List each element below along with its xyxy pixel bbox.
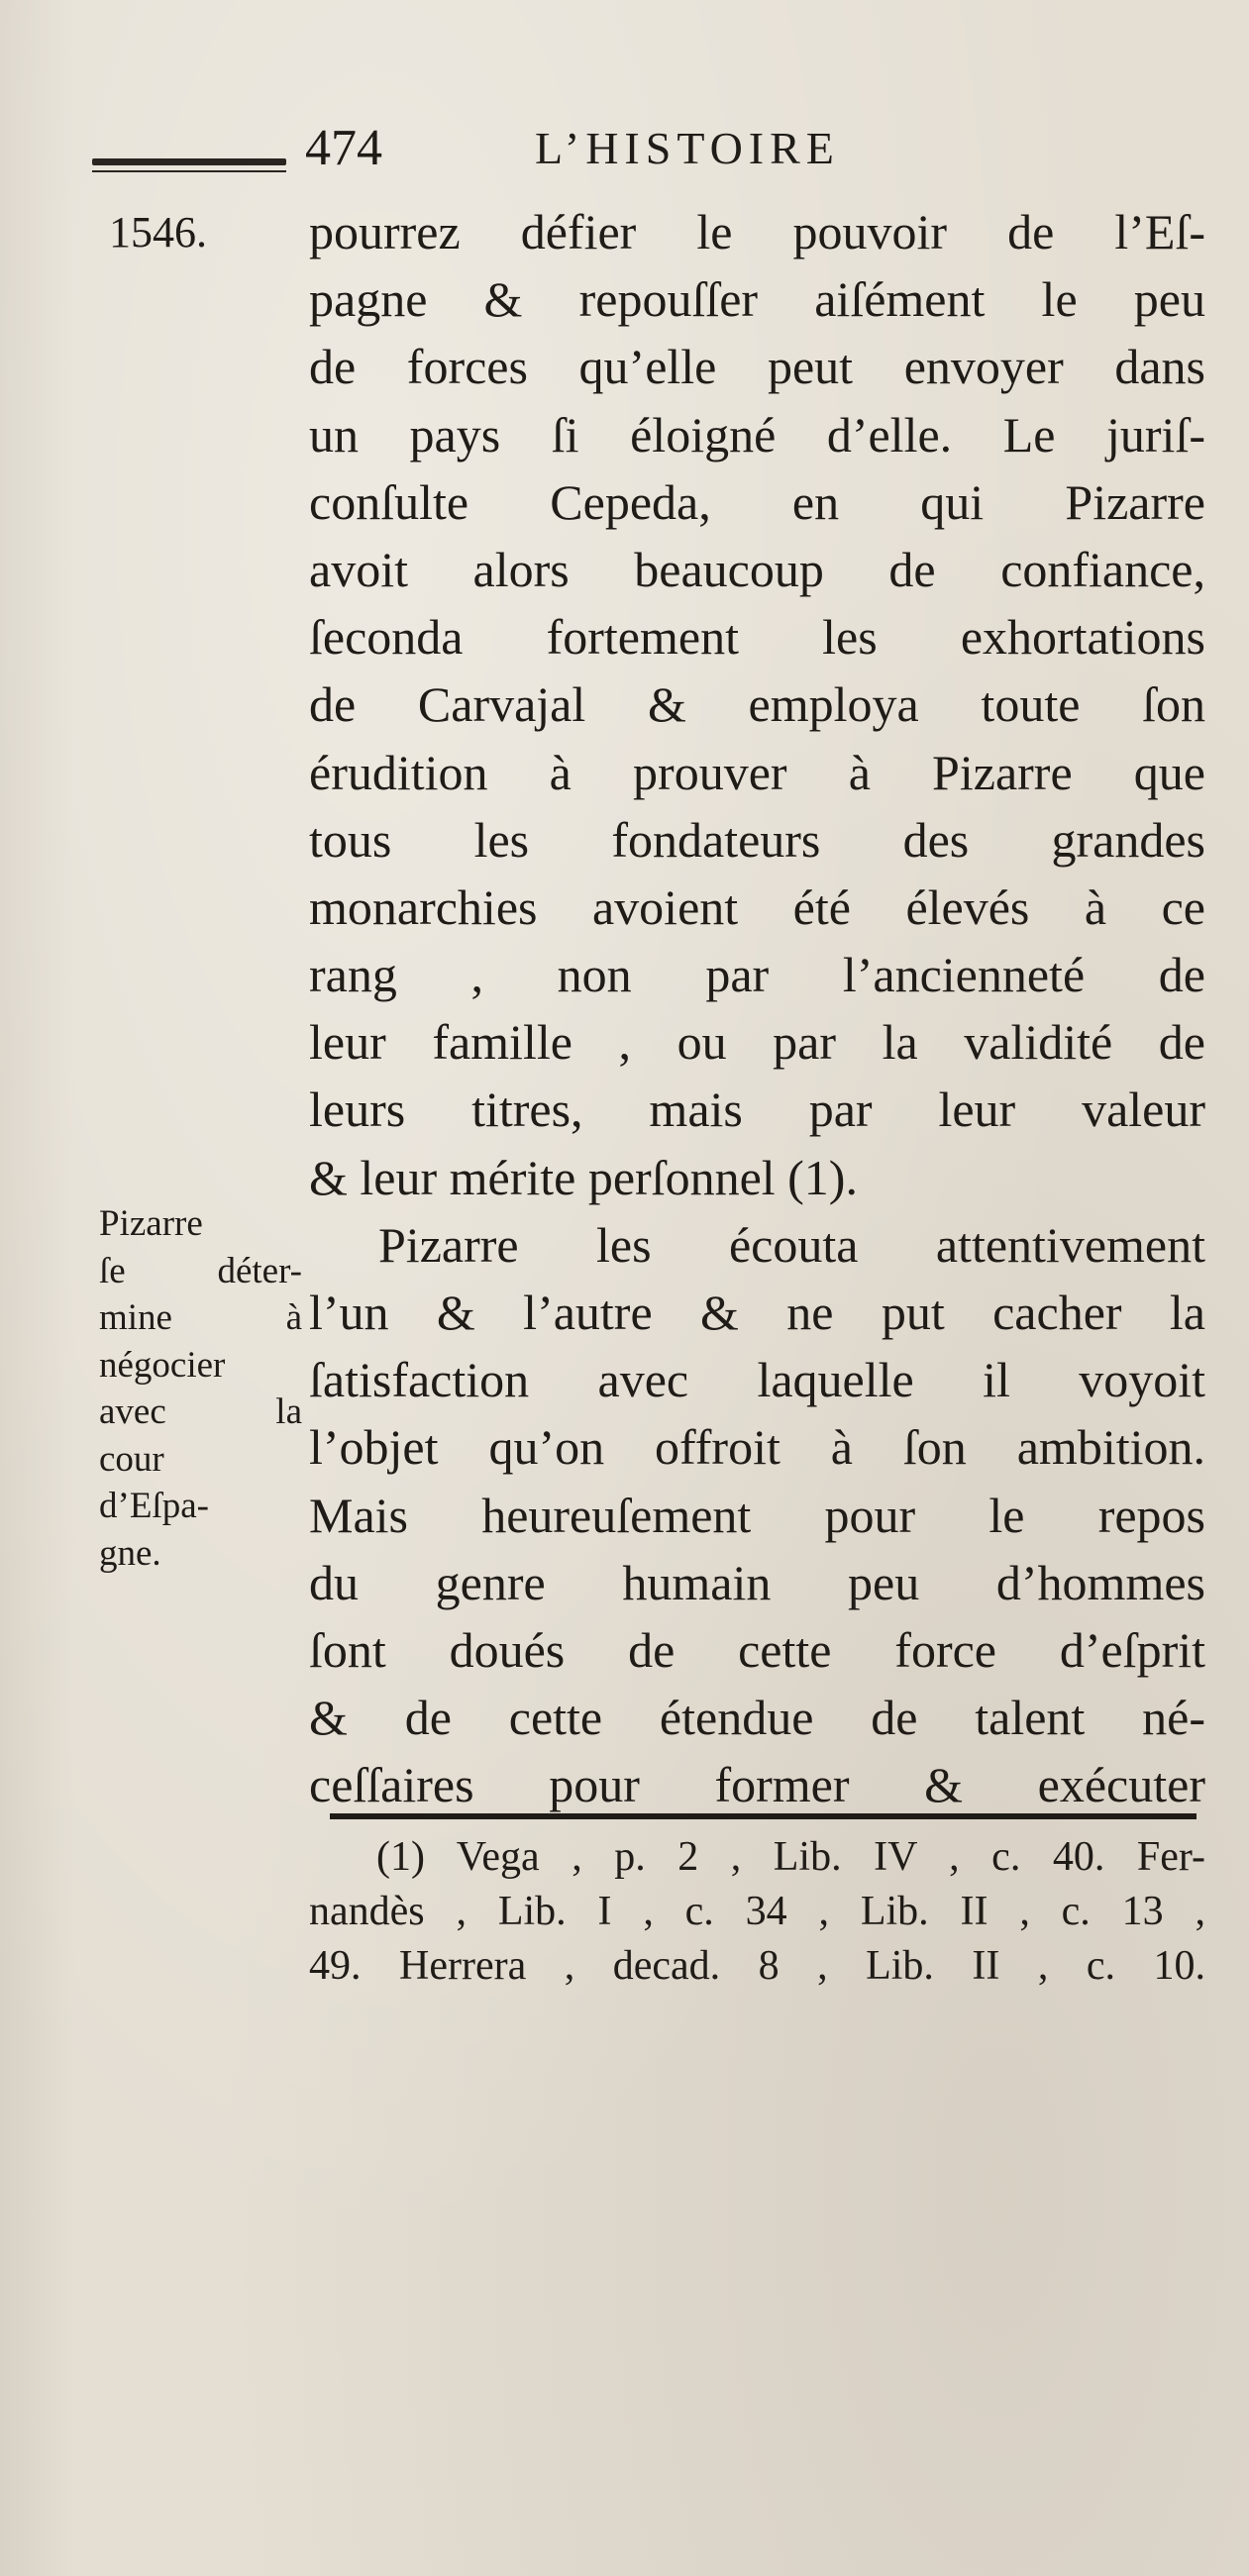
text-line: ſont doués de cette force d’eſprit — [309, 1621, 1205, 1678]
footnote-rule — [330, 1813, 1197, 1819]
main-text — [309, 198, 1205, 1819]
text-line: l’objet qu’on offroit à ſon ambition. — [309, 1419, 1205, 1476]
text-line: conſulte Cepeda, en qui Pizarre — [309, 473, 1205, 530]
header-ornament-rule-thin — [92, 170, 286, 172]
text-line: & leur mérite perſonnel (1). — [309, 1149, 858, 1205]
text-line: leurs titres, mais par leur valeur — [309, 1082, 1205, 1138]
margin-note-line: ſe déter- — [99, 1250, 302, 1291]
text-line: de Carvajal & employa toute ſon — [309, 676, 1205, 733]
text-line: un pays ſi éloigné d’elle. Le juriſ- — [309, 406, 1205, 463]
text-line: Mais heureuſement pour le repos — [309, 1487, 1205, 1543]
margin-note-line: Pizarre — [99, 1203, 203, 1244]
text-line: pagne & repouſſer aiſément le peu — [309, 271, 1205, 328]
footnote-line: 49. Herrera , decad. 8 , Lib. II , c. 10. — [309, 1943, 1205, 1989]
text-line: de forces qu’elle peut envoyer dans — [309, 339, 1205, 395]
margin-note-line: cour — [99, 1438, 164, 1480]
margin-note-line: d’Eſpa- — [99, 1486, 209, 1526]
text-line: & de cette étendue de talent né- — [309, 1690, 1205, 1746]
text-line: tous les fondateurs des grandes — [309, 811, 1205, 868]
footnotes — [309, 1830, 1205, 1994]
text-line: rang , non par l’ancienneté de — [309, 947, 1205, 1003]
text-line: du genre humain peu d’hommes — [309, 1554, 1205, 1610]
text-line: ceſſaires pour former & exécuter — [309, 1757, 1205, 1813]
text-line: l’un & l’autre & ne put cacher la — [309, 1285, 1205, 1340]
page-number: 474 — [305, 120, 382, 176]
footnote-line: nandès , Lib. I , c. 34 , Lib. II , c. 13 , — [309, 1889, 1205, 1934]
text-line: ſeconda fortement les exhortations — [309, 609, 1205, 666]
header-ornament-rule — [92, 158, 286, 165]
margin-note — [99, 1200, 302, 1577]
text-line: monarchies avoient été élevés à ce — [309, 878, 1205, 935]
footnote-line: (1) Vega , p. 2 , Lib. IV , c. 40. Fer- — [376, 1834, 1205, 1880]
margin-note-line: négocier — [99, 1344, 226, 1386]
margin-year: 1546. — [109, 208, 207, 257]
margin-note-line: mine à — [99, 1297, 302, 1338]
text-line: leur famille , ou par la validité de — [309, 1014, 1205, 1071]
text-line: pourrez défier le pouvoir de l’Eſ- — [309, 204, 1205, 259]
text-line: avoit alors beaucoup de confiance, — [309, 541, 1205, 597]
running-head: L’HISTOIRE — [535, 123, 840, 173]
paragraph-start-line: Pizarre les écouta attentivement — [378, 1216, 1205, 1273]
margin-note-line: avec la — [99, 1391, 302, 1432]
text-line: érudition à prouver à Pizarre que — [309, 744, 1205, 800]
margin-note-line: gne. — [99, 1532, 161, 1574]
text-line: ſatisfaction avec laquelle il voyoit — [309, 1352, 1205, 1408]
